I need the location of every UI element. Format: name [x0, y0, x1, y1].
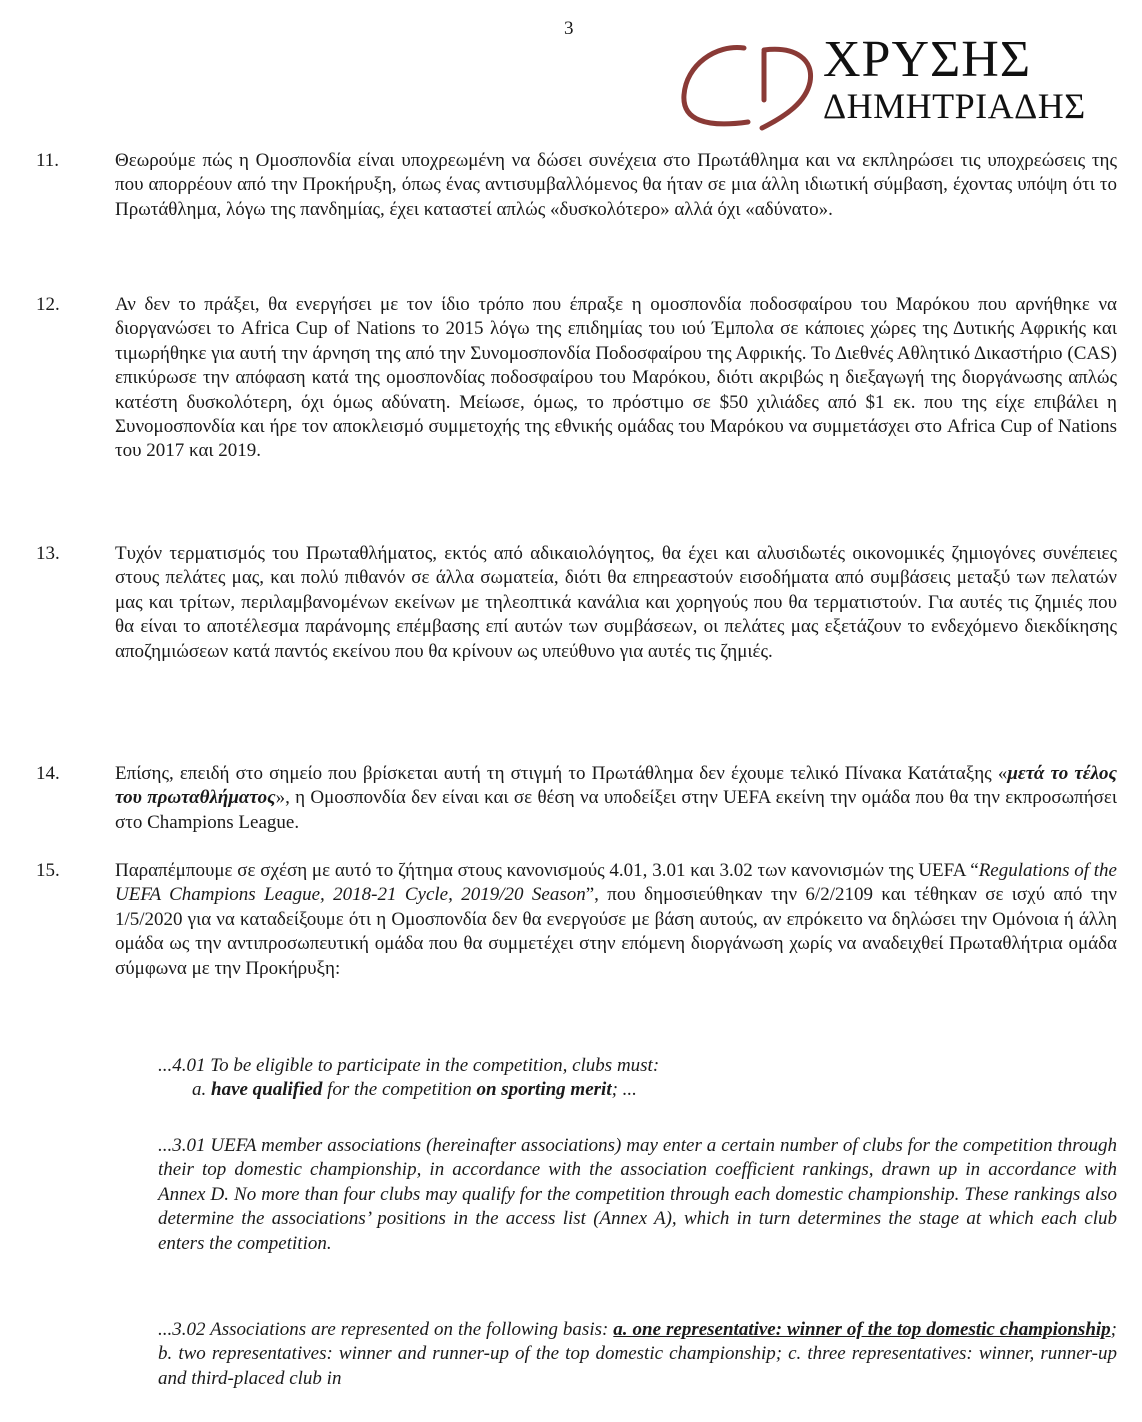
- paragraph-number: 13.: [36, 543, 60, 564]
- bold-phrase: on sporting merit: [476, 1079, 612, 1101]
- quote-article-3-02: [158, 1318, 1117, 1391]
- bold-phrase: have qualified: [211, 1079, 323, 1101]
- logo-c-stroke: [684, 48, 748, 124]
- paragraph-text: [115, 762, 1117, 835]
- logo-d-bowl: [762, 49, 811, 128]
- paragraph-text: Θεωρούμε πώς η Ομοσπονδία είναι υποχρεωμένη να δώσει συνέχεια στο Πρωτάθλημα και να εκπληρώσει τις υποχρεώσεις της που απορρέουν από την Προκήρυξη, όπως ένας αντισυμβαλλόμενος θα ήταν σε μια άλλη ιδιωτική σύμβαση, έχοντας υπόψη ότι το Πρωτάθλημα, λόγω της πανδημίας, έχει καταστεί απλώς «δυσκολότερο» αλλά όχι «αδύνατο».: [115, 150, 1117, 220]
- quote-line: ...4.01 To be eligible to participate in the competition, clubs must:: [158, 1055, 660, 1076]
- letterhead: [676, 31, 1126, 140]
- paragraph-number: 12.: [36, 294, 60, 315]
- emphasized-phrase: μετά το τέλος του πρωταθλήματος: [115, 763, 1117, 809]
- firm-name-second: ΔΗΜΗΤΡΙΑΔΗΣ: [823, 86, 1086, 126]
- cd-logo-icon: [676, 40, 826, 135]
- page-number: 3: [564, 18, 574, 39]
- paragraph-text: Αν δεν το πράξει, θα ενεργήσει με τον ίδιο τρόπο που έπραξε η ομοσπονδία ποδοσφαίρου του Μαρόκου που αρνήθηκε να διοργανώσει το Africa Cup of Nations το 2015 λόγω της επιδημίας του ιού Έμπολα σε κάποιες χώρες της Δυτικής Αφρικής και τιμωρήθηκε για αυτή την άρνηση της από την Συνομοσπονδία Ποδοσφαίρου της Αφρικής. Το Διεθνές Αθλητικό Δικαστήριο (CAS) επικύρωσε την απόφαση κατά της ομοσπονδίας ποδοσφαίρου του Μαρόκου, διότι ακριβώς η διεξαγωγή της διοργάνωσης απλώς κατέστη δυσκολότερη, όχι όμως αδύνατη. Μείωσε, όμως, το πρόστιμο σε $50 χιλιάδες από $1 εκ. που της είχε επιβάλει η Συνομοσπονδία και ήρε τον αποκλεισμό συμμετοχής της εθνικής ομάδας του Μαρόκου να συμμετάσχει στο Africa Cup of Nations του 2017 και 2019.: [115, 294, 1117, 462]
- firm-name-surname: ΧΡΥΣΗΣ: [823, 31, 1032, 88]
- paragraph-number: 11.: [36, 150, 60, 171]
- quote-article-3-01: ...3.01 UEFA member associations (hereinafter associations) may enter a certain number of clubs for the competition through their top domestic championship, in accordance with the association coefficient rankings, drawn up in accordance with Annex D. No more than four clubs may qualify for the competition through each domestic championship. These rankings also determine the associations’ positions in the access list (Annex A), which in turn determines the stage at which each club enters the competition.: [158, 1135, 1117, 1254]
- text-segment: ...3.02 Associations are represented on the following basis:: [158, 1319, 614, 1340]
- paragraph-text: [115, 859, 1117, 981]
- text-segment: ; b. two representatives: winner and runner-up of the top domestic championship; c. three representatives: winner, runner-up and third-placed club in: [158, 1319, 1117, 1389]
- text-segment: Επίσης, επειδή στο σημείο που βρίσκεται αυτή τη στιγμή το Πρωτάθλημα δεν έχουμε τελικό Πίνακα Κατάταξης «: [115, 763, 1008, 784]
- text-segment: Παραπέμπουμε σε σχέση με αυτό το ζήτημα στους κανονισμούς 4.01, 3.01 και 3.02 των κανονισμών της UEFA “: [115, 860, 979, 881]
- paragraph-text: Τυχόν τερματισμός του Πρωταθλήματος, εκτός από αδικαιολόγητος, θα έχει και αλυσιδωτές οικονομικές ζημιογόνες συνέπειες στους πελάτες μας, και πολύ πιθανόν σε άλλα σωματεία, διότι θα επηρεαστούν εισοδήματα από συμβάσεις μεταξύ των πελατών μας και τρίτων, περιλαμβανομένων εκείνων με τηλεοπτικά κανάλια και χορηγούς που θα τερματιστούν. Για αυτές τις ζημιές που θα είναι το αποτέλεσμα παράνομης επέμβασης επί αυτών των συμβάσεων, οι πελάτες μας εξετάζουν το ενδεχόμενο διεκδίκησης αποζημιώσεων κατά παντός εκείνου που θα κρίνουν ως υπεύθυνο για αυτές τις ζημιές.: [115, 543, 1117, 662]
- paragraph-number: 15.: [36, 860, 60, 881]
- text-segment: ”, που δημοσιεύθηκαν την 6/2/2109 και τέθηκαν σε ισχύ από την 1/5/2020 για να καταδείξουμε ότι η Ομοσπονδία δεν θα ενεργούσε με βάση αυτούς, αν επρόκειτο να δηλώσει την Ομόνοια ή άλλη ομάδα ως την αντιπροσωπευτική ομάδα που θα συμμετέχει στην επόμενη διοργάνωση χωρίς να αναδειχθεί Πρωταθλήτρια ομάδα σύμφωνα με την Προκήρυξη:: [115, 884, 1117, 979]
- paragraph-number: 14.: [36, 763, 60, 784]
- quote-line: a. have qualified for the competition on sporting merit; ...: [192, 1079, 637, 1101]
- underlined-phrase: a. one representative: winner of the top domestic championship: [613, 1319, 1111, 1340]
- quote-article-4-01: [158, 1054, 1117, 1103]
- regulation-title: Regulations of the UEFA Champions League, 2018-21 Cycle, 2019/20 Season: [115, 860, 1117, 906]
- text-segment: », η Ομοσπονδία δεν είναι και σε θέση να υποδείξει στην UEFA εκείνη την ομάδα που θα την εκπροσωπήσει στο Champions League.: [115, 787, 1117, 833]
